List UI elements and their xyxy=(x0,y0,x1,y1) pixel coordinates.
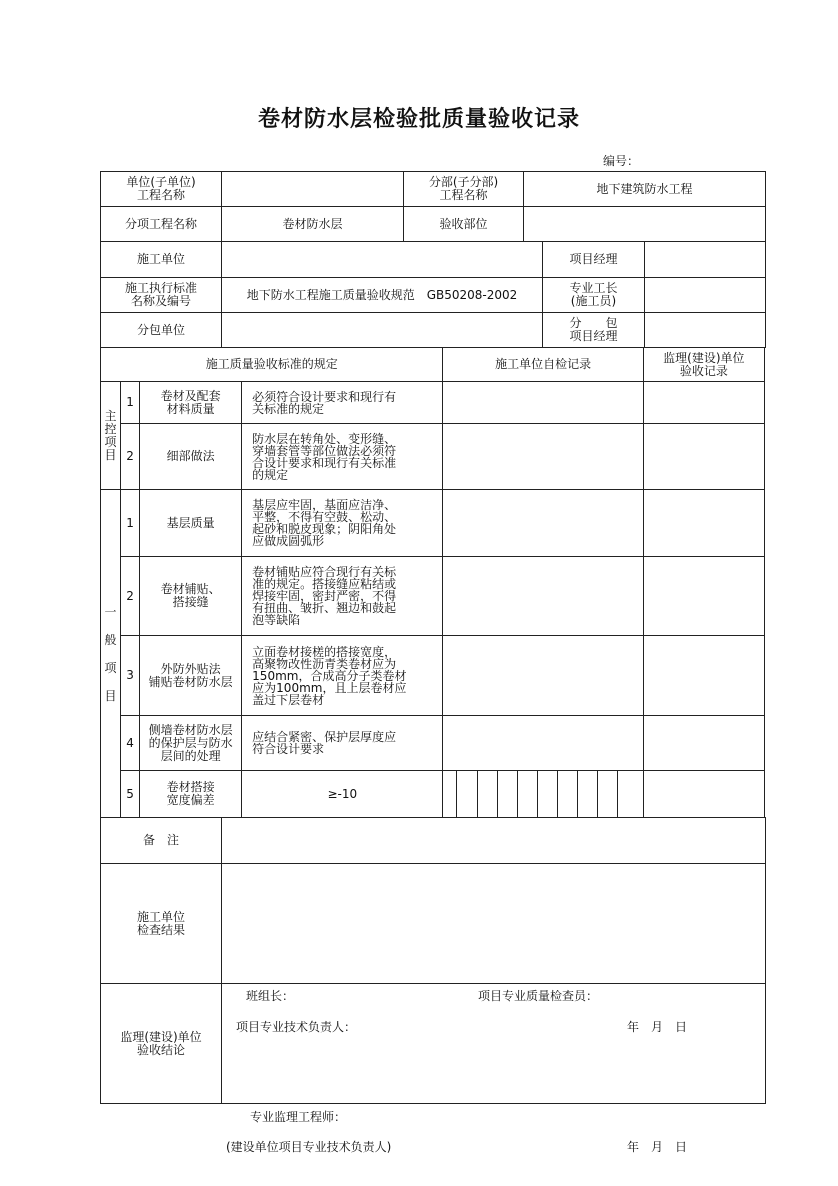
spec-column-header: 施工质量验收标准的规定 xyxy=(101,348,443,382)
constructor-value[interactable] xyxy=(222,242,543,278)
measurement-cell[interactable] xyxy=(477,771,497,818)
subcontractor-value[interactable] xyxy=(222,313,543,348)
measurement-cell[interactable] xyxy=(537,771,557,818)
item-name: 基层质量 xyxy=(140,490,242,557)
project-manager-label: 项目经理 xyxy=(543,242,645,278)
item-no: 3 xyxy=(121,636,140,716)
construction-result-area[interactable] xyxy=(222,864,766,1034)
item-name: 卷材搭接 宽度偏差 xyxy=(140,771,242,818)
standard-value: 地下防水工程施工质量验收规范 GB50208-2002 xyxy=(222,278,543,313)
standard-label: 施工执行标准 名称及编号 xyxy=(101,278,222,313)
item-name: 侧墙卷材防水层 的保护层与防水 层间的处理 xyxy=(140,716,242,771)
item-name: 细部做法 xyxy=(140,424,242,490)
self-check-cell[interactable] xyxy=(443,424,643,490)
measurement-cell[interactable] xyxy=(517,771,537,818)
tech-lead-label: 项目专业技术负责人： xyxy=(236,1019,357,1034)
supervision-cell[interactable] xyxy=(643,716,764,771)
item-standard: 立面卷材接槎的搭接宽度， 高聚物改性沥青类卷材应为 150mm，合成高分子类卷材 应为100mm，且上层卷材应 盖过下层卷材 xyxy=(242,636,443,716)
self-check-column-header: 施工单位自检记录 xyxy=(443,348,643,382)
acceptance-part-label: 验收部位 xyxy=(404,207,524,242)
measurement-cell[interactable] xyxy=(577,771,597,818)
general-group-label: 一般项目 xyxy=(101,490,121,818)
unit-project-name-label: 单位(子单位) 工程名称 xyxy=(101,172,222,207)
item-name: 外防外贴法 铺贴卷材防水层 xyxy=(140,636,242,716)
item-standard: ≥-10 xyxy=(242,771,443,818)
measurement-cell[interactable] xyxy=(443,771,457,818)
item-no: 2 xyxy=(121,557,140,636)
supervision-date-label: 年 月 日 xyxy=(627,1139,688,1154)
division-project-name-value: 地下建筑防水工程 xyxy=(524,172,766,207)
item-name: 卷材铺贴、 搭接缝 xyxy=(140,557,242,636)
supervision-cell[interactable] xyxy=(643,771,764,818)
measurement-cell[interactable] xyxy=(497,771,517,818)
constructor-label: 施工单位 xyxy=(101,242,222,278)
supervision-cell[interactable] xyxy=(643,382,764,424)
main-group-label: 主控项目 xyxy=(101,382,121,490)
conclusion-table xyxy=(100,817,766,1154)
header-table-2 xyxy=(100,241,766,348)
items-table xyxy=(100,347,765,818)
self-check-cell[interactable] xyxy=(443,716,643,771)
self-check-cell[interactable] xyxy=(443,382,643,424)
item-standard: 基层应牢固，基面应洁净、 平整，不得有空鼓、松动、 起砂和脱皮现象；阴阳角处 应做成圆弧形 xyxy=(242,490,443,557)
item-no: 2 xyxy=(121,424,140,490)
self-check-cell[interactable] xyxy=(443,490,643,557)
item-name: 卷材及配套 材料质量 xyxy=(140,382,242,424)
construction-date-label: 年 月 日 xyxy=(627,1019,688,1034)
measurement-cell[interactable] xyxy=(457,771,477,818)
serial-number-label: 编号： xyxy=(603,154,640,168)
item-standard: 必须符合设计要求和现行有 关标准的规定 xyxy=(242,382,443,424)
acceptance-part-value[interactable] xyxy=(524,207,766,242)
division-project-name-label: 分部(子分部) 工程名称 xyxy=(404,172,524,207)
unit-project-name-value[interactable] xyxy=(222,172,404,207)
subcontractor-label: 分包单位 xyxy=(101,313,222,348)
item-standard: 防水层在转角处、变形缝、 穿墙套管等部位做法必须符 合设计要求和现行有关标准 的规定 xyxy=(242,424,443,490)
subitem-name-label: 分项工程名称 xyxy=(101,207,222,242)
supervising-engineer-label: 专业监理工程师： xyxy=(250,1109,347,1124)
foreman-value[interactable] xyxy=(645,278,766,313)
measurement-cell[interactable] xyxy=(557,771,577,818)
supervision-cell[interactable] xyxy=(643,490,764,557)
sub-project-manager-label: 分 包 项目经理 xyxy=(543,313,645,348)
item-standard: 应结合紧密、保护层厚度应 符合设计要求 xyxy=(242,716,443,771)
supervision-cell[interactable] xyxy=(643,636,764,716)
form-title: 卷材防水层检验批质量验收记录 xyxy=(257,107,580,132)
header-table xyxy=(100,171,766,242)
measurement-cell[interactable] xyxy=(597,771,617,818)
remarks-value[interactable] xyxy=(222,818,766,864)
quality-inspector-label: 项目专业质量检查员： xyxy=(478,988,599,1003)
item-no: 4 xyxy=(121,716,140,771)
team-leader-label: 班组长： xyxy=(246,988,295,1003)
project-manager-value[interactable] xyxy=(645,242,766,278)
supervision-result-label: 监理(建设)单位 验收结论 xyxy=(101,984,222,1104)
item-standard: 卷材铺贴应符合现行有关标 准的规定。搭接缝应粘结或 焊接牢固，密封严密，不得 有扭曲、皱折、翘边和鼓起 泡等缺陷 xyxy=(242,557,443,636)
supervision-cell[interactable] xyxy=(643,557,764,636)
sub-project-manager-value[interactable] xyxy=(645,313,766,348)
supervision-cell[interactable] xyxy=(643,424,764,490)
supervision-column-header: 监理(建设)单位 验收记录 xyxy=(643,348,764,382)
remarks-label: 备 注 xyxy=(101,818,222,864)
item-no: 1 xyxy=(121,382,140,424)
subitem-name-value: 卷材防水层 xyxy=(222,207,404,242)
item-no: 1 xyxy=(121,490,140,557)
measurement-cell[interactable] xyxy=(617,771,643,818)
foreman-label: 专业工长 (施工员) xyxy=(543,278,645,313)
self-check-cell[interactable] xyxy=(443,636,643,716)
construction-result-label: 施工单位 检查结果 xyxy=(101,864,222,984)
self-check-cell[interactable] xyxy=(443,557,643,636)
owner-representative-label: (建设单位项目专业技术负责人) xyxy=(226,1139,392,1154)
item-no: 5 xyxy=(121,771,140,818)
